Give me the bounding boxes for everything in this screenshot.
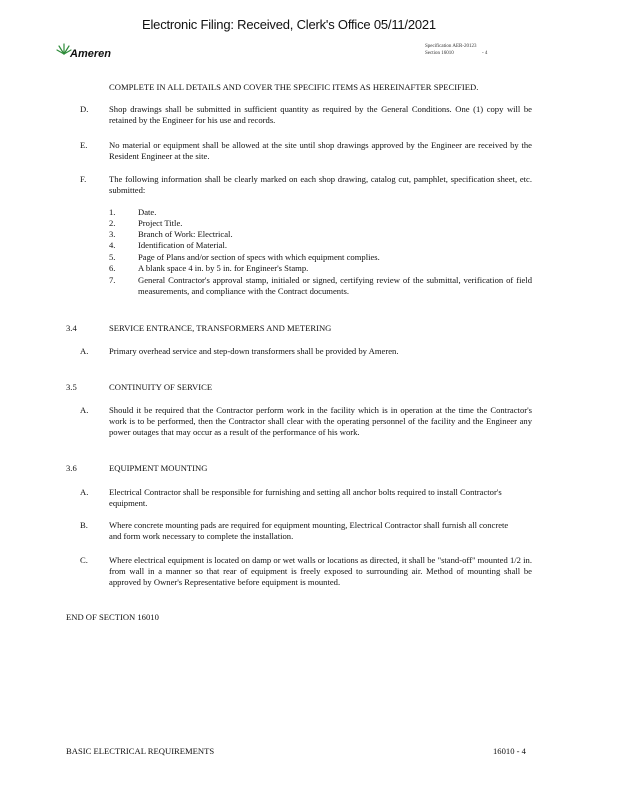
section-3-6-a-label: A. <box>80 487 89 497</box>
section-3-6-c-text: Where electrical equipment is located on damp or wet walls or locations as directed, it shall be "stand-off" mounted 1/2 in. from wall in a manner so that rear of equipment is freely exposed to surrounding air. Method of mounting shall be approved by Owner's Representative before equipment is mounted. <box>109 555 532 588</box>
list-item-text: Branch of Work: Electrical. <box>138 229 233 239</box>
section-3-6-b-text: Where concrete mounting pads are required for equipment mounting, Electrical Contractor shall furnish all concrete and form work necessary to complete the installation. <box>109 520 509 542</box>
spec-section: Section 16010 <box>425 51 454 56</box>
item-d-label: D. <box>80 104 89 114</box>
section-3-6-number: 3.6 <box>66 463 77 473</box>
item-f-label: F. <box>80 174 87 184</box>
footer-page-number: 16010 - 4 <box>493 746 526 756</box>
section-3-5-a-text: Should it be required that the Contractor perform work in the facility which is in operation at the time the Contractor's work is to be performed, then the Contractor shall clear with the operating personnel of the facility and the Engineer any power outages that may occur as a result of the performance of his work. <box>109 405 532 438</box>
item-f-text: The following information shall be clearly marked on each shop drawing, catalog cut, pamphlet, specification sheet, etc. submitted: <box>109 174 532 196</box>
list-item-number: 4. <box>109 240 116 250</box>
ameren-logo <box>56 40 126 64</box>
footer-title: BASIC ELECTRICAL REQUIREMENTS <box>66 746 215 756</box>
section-3-6-b-label: B. <box>80 520 88 530</box>
section-3-4-a-text: Primary overhead service and step-down transformers shall be provided by Ameren. <box>109 346 399 356</box>
list-item-number: 7. <box>109 275 116 285</box>
section-3-4-a-label: A. <box>80 346 89 356</box>
spec-number: Specification AER-20123 <box>425 44 477 49</box>
filing-banner: Electronic Filing: Received, Clerk's Office 05/11/2021 <box>142 17 436 32</box>
list-item-text: Project Title. <box>138 218 183 228</box>
section-3-6-c-label: C. <box>80 555 88 565</box>
intro-paragraph: COMPLETE IN ALL DETAILS AND COVER THE SPECIFIC ITEMS AS HEREINAFTER SPECIFIED. <box>109 82 479 92</box>
section-3-5-number: 3.5 <box>66 382 77 392</box>
list-item-text: A blank space 4 in. by 5 in. for Engineer's Stamp. <box>138 263 309 273</box>
logo-text: Ameren <box>70 48 111 60</box>
list-item-number: 2. <box>109 218 116 228</box>
section-3-4-title: SERVICE ENTRANCE, TRANSFORMERS AND METERING <box>109 323 332 333</box>
section-3-5-title: CONTINUITY OF SERVICE <box>109 382 213 392</box>
item-d-text: Shop drawings shall be submitted in sufficient quantity as required by the General Conditions. One (1) copy will be retained by the Engineer for his use and records. <box>109 104 532 126</box>
item-e-text: No material or equipment shall be allowed at the site until shop drawings approved by the Engineer are received by the Resident Engineer at the site. <box>109 140 532 162</box>
list-item-text: Page of Plans and/or section of specs with which equipment complies. <box>138 252 380 262</box>
spec-page: - 4 <box>482 51 488 56</box>
section-3-6-title: EQUIPMENT MOUNTING <box>109 463 208 473</box>
section-3-6-a-text: Electrical Contractor shall be responsible for furnishing and setting all anchor bolts required to install Contractor's equipment. <box>109 487 502 509</box>
list-item-number: 1. <box>109 207 116 217</box>
item-e-label: E. <box>80 140 88 150</box>
list-item-number: 5. <box>109 252 116 262</box>
list-item-text: Date. <box>138 207 157 217</box>
list-item-number: 6. <box>109 263 116 273</box>
section-3-5-a-label: A. <box>80 405 89 415</box>
list-item-number: 3. <box>109 229 116 239</box>
end-of-section: END OF SECTION 16010 <box>66 612 159 622</box>
section-3-4-number: 3.4 <box>66 323 77 333</box>
list-item-text: General Contractor's approval stamp, initialed or signed, certifying review of the submittal, verification of field measurements, and compliance with the Contract documents. <box>138 275 532 297</box>
list-item-text: Identification of Material. <box>138 240 228 250</box>
